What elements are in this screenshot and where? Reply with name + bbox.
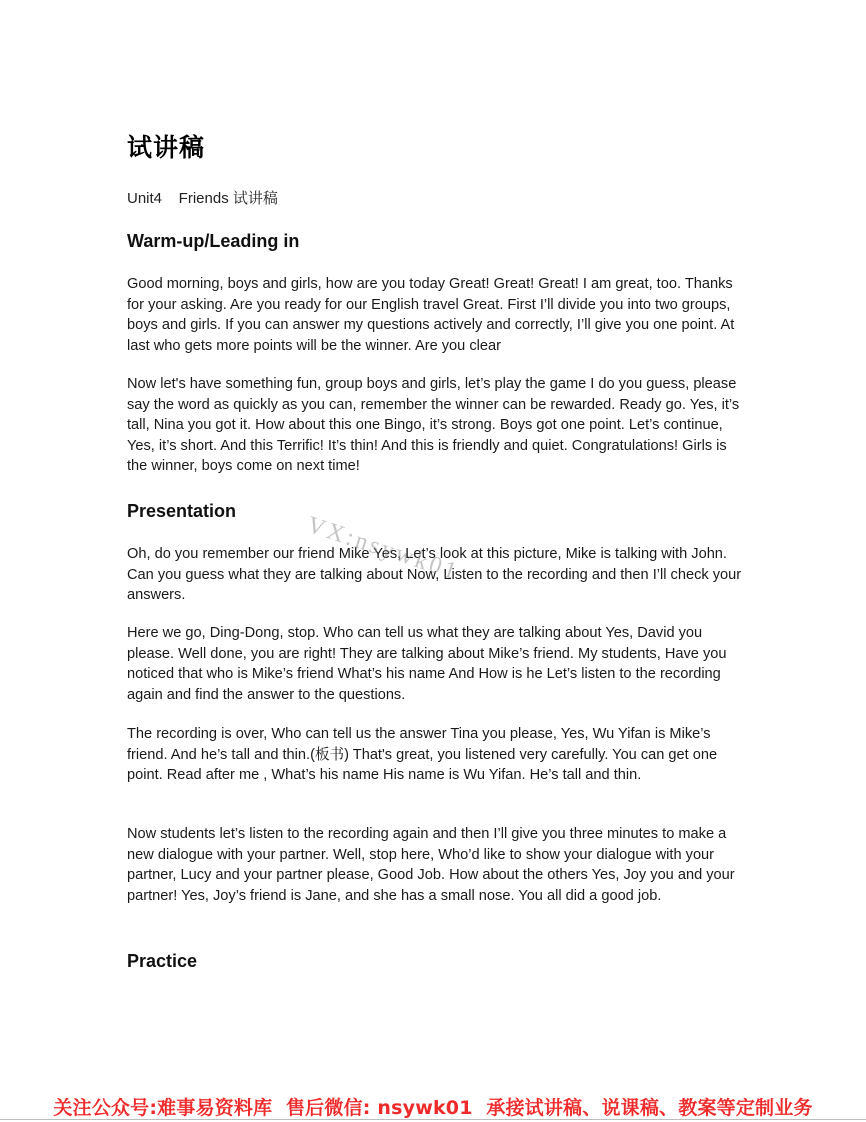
paragraph-presentation-3: The recording is over, Who can tell us the answer Tina you please, Yes, Wu Yifan is Mike’s friend. And he’s tall and thin.(板书) That's great, you listened very carefully. You can get one point. Read after me , What’s his name His name is Wu Yifan. He’s tall and thin. (127, 726, 718, 784)
paragraph-warm-up-2: Now let's have something fun, group boys and girls, let’s play the game I do you guess, please say the word as quickly as you can, remember the winner can be rewarded. Ready go. Yes, it’s tall, Nina you got it. How about this one Bingo, it’s strong. Boys got one point. Let’s continue, Yes, it’s short. And this Terrific! It’s thin! And this is friendly and quiet. Congratulations! Girls is the winner, boys come on next time! (127, 376, 740, 475)
paragraph-presentation-2: Here we go, Ding-Dong, stop. Who can tell us what they are talking about Yes, David you please. Well done, you are right! They are talking about Mike’s friend. My students, Have you noticed that who is Mike’s friend What’s his name And How is he Let’s listen to the recording again and find the answer to the questions. (127, 625, 727, 703)
document-subtitle: Unit4 Friends 试讲稿 (127, 190, 278, 207)
footer-divider (0, 1119, 866, 1120)
document-title: 试讲稿 (127, 134, 206, 162)
section-heading-warm-up: Warm-up/Leading in (127, 231, 300, 251)
section-heading-practice: Practice (127, 951, 198, 971)
watermark: VX:nsywk01 (303, 512, 463, 586)
section-heading-presentation: Presentation (127, 501, 237, 521)
paragraph-presentation-4: Now students let’s listen to the recording again and then I’ll give you three minutes to make a new dialogue with your partner. Well, stop here, Who’d like to show your dialogue with your partner, Lucy and your partner please, Good Job. How about the others Yes, Joy you and your partner! Yes, Joy’s friend is Jane, and she has a small nose. You all did a good job. (127, 826, 735, 904)
footer-promo-banner: 关注公众号:难事易资料库 售后微信: nsywk01 承接试讲稿、说课稿、教案等定制业务 (53, 1096, 813, 1119)
paragraph-warm-up-1: Good morning, boys and girls, how are you today Great! Great! Great! I am great, too. Thanks for your asking. Are you ready for our English travel Great. First I’ll divide you into two groups, boys and girls. If you can answer my questions actively and correctly, I’ll give you one point. At last who gets more points will be the winner. Are you clear (127, 276, 735, 354)
paragraph-presentation-1: Oh, do you remember our friend Mike Yes, Let’s look at this picture, Mike is talking with John. Can you guess what they are talking about Now, Listen to the recording and then I’ll check your answers. (127, 546, 742, 604)
